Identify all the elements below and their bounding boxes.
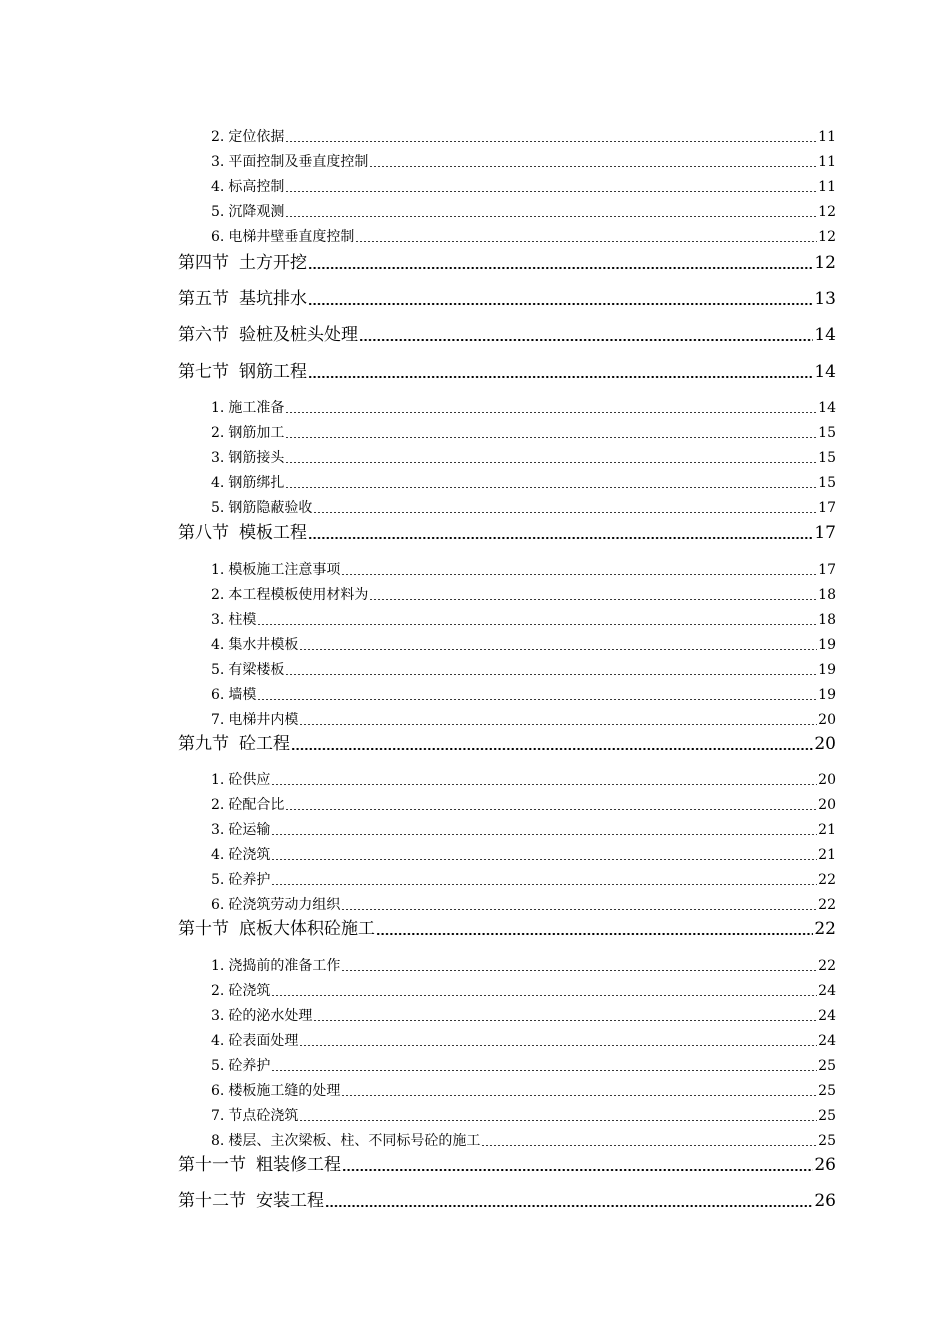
toc-entry-title	[211, 636, 298, 654]
toc-page-number: 25	[818, 1133, 836, 1149]
toc-entry-title	[178, 361, 307, 383]
toc-section-entry[interactable]	[178, 252, 836, 274]
toc-subsection-entry[interactable]	[211, 153, 836, 171]
toc-entry-title	[211, 153, 368, 171]
toc-entry-title	[178, 252, 307, 274]
dot-leader	[271, 1070, 817, 1071]
toc-page-number: 24	[818, 1033, 836, 1049]
toc-entry-text: 钢筋接头	[228, 450, 285, 466]
toc-entry-number: 4.	[211, 637, 225, 653]
toc-page-number: 22	[818, 872, 836, 888]
toc-entry-text: 沉降观测	[228, 204, 285, 220]
toc-entry-title	[211, 686, 256, 704]
toc-entry-number: 2.	[211, 797, 225, 813]
toc-subsection-entry[interactable]	[211, 561, 836, 579]
toc-entry-title	[211, 957, 340, 975]
toc-entry-title	[211, 474, 284, 492]
toc-entry-number: 4.	[211, 179, 225, 195]
toc-subsection-entry[interactable]	[211, 128, 836, 146]
toc-page-number: 14	[814, 325, 836, 345]
toc-entry-text: 底板大体积砼施工	[239, 919, 375, 939]
toc-page-number: 24	[818, 983, 836, 999]
toc-entry-title	[178, 1190, 324, 1212]
toc-entry-text: 模板工程	[239, 523, 307, 543]
toc-entry-title	[211, 1032, 298, 1050]
dot-leader	[299, 1120, 817, 1121]
toc-section-entry[interactable]	[178, 288, 836, 310]
toc-entry-title	[211, 711, 298, 729]
toc-page-number: 17	[814, 523, 836, 543]
toc-entry-title	[211, 1132, 480, 1150]
dot-leader	[481, 1145, 817, 1146]
toc-entry-text: 模板施工注意事项	[228, 562, 341, 578]
toc-section-entry[interactable]	[178, 733, 836, 755]
toc-subsection-entry[interactable]	[211, 686, 836, 704]
toc-page-number: 12	[818, 229, 836, 245]
toc-entry-text: 钢筋加工	[228, 425, 285, 441]
toc-subsection-entry[interactable]	[211, 1082, 836, 1100]
toc-entry-number: 3.	[211, 450, 225, 466]
toc-entry-text: 砼浇筑	[228, 847, 271, 863]
toc-subsection-entry[interactable]	[211, 228, 836, 246]
toc-page-number: 17	[818, 500, 836, 516]
toc-entry-text: 验桩及桩头处理	[239, 325, 358, 345]
toc-entry-title	[178, 324, 358, 346]
toc-page-number: 15	[818, 450, 836, 466]
toc-entry-title	[211, 561, 340, 579]
toc-subsection-entry[interactable]	[211, 178, 836, 196]
toc-entry-title	[211, 1082, 340, 1100]
toc-page-number: 11	[818, 179, 836, 195]
toc-subsection-entry[interactable]	[211, 611, 836, 629]
toc-entry-text: 钢筋工程	[239, 362, 307, 382]
dot-leader	[271, 884, 817, 885]
toc-page-number: 25	[818, 1108, 836, 1124]
toc-page-number: 20	[818, 772, 836, 788]
toc-entry-number: 4.	[211, 847, 225, 863]
toc-entry-number: 1.	[211, 562, 225, 578]
dot-leader	[271, 859, 817, 860]
toc-subsection-entry[interactable]	[211, 399, 836, 417]
dot-leader	[308, 537, 813, 539]
toc-entry-title	[178, 522, 307, 544]
toc-entry-text: 砼供应	[228, 772, 271, 788]
toc-page-number: 26	[814, 1155, 836, 1175]
toc-entry-number: 3.	[211, 822, 225, 838]
toc-subsection-entry[interactable]	[211, 771, 836, 789]
dot-leader	[285, 487, 817, 488]
toc-entry-number: 3.	[211, 154, 225, 170]
toc-subsection-entry[interactable]	[211, 474, 836, 492]
dot-leader	[299, 724, 817, 725]
toc-page-number: 20	[818, 797, 836, 813]
toc-entry-number: 第十一节	[178, 1155, 246, 1175]
toc-entry-text: 砼配合比	[228, 797, 285, 813]
dot-leader	[369, 166, 817, 167]
toc-section-entry[interactable]	[178, 361, 836, 383]
toc-entry-title	[211, 871, 270, 889]
toc-entry-number: 3.	[211, 1008, 225, 1024]
toc-page-number: 26	[814, 1191, 836, 1211]
dot-leader	[271, 784, 817, 785]
toc-page-number: 19	[818, 687, 836, 703]
toc-entry-text: 浇捣前的准备工作	[228, 958, 341, 974]
dot-leader	[285, 412, 817, 413]
toc-entry-title	[211, 846, 270, 864]
toc-entry-number: 5.	[211, 500, 225, 516]
dot-leader	[341, 1095, 817, 1096]
toc-subsection-entry[interactable]	[211, 661, 836, 679]
dot-leader	[376, 933, 813, 935]
toc-entry-title	[211, 499, 312, 517]
dot-leader	[271, 995, 817, 996]
toc-subsection-entry[interactable]	[211, 982, 836, 1000]
toc-entry-text: 楼板施工缝的处理	[228, 1083, 341, 1099]
toc-subsection-entry[interactable]	[211, 711, 836, 729]
toc-entry-text: 砼浇筑	[228, 983, 271, 999]
toc-entry-title	[211, 896, 340, 914]
toc-entry-text: 有梁楼板	[228, 662, 285, 678]
dot-leader	[257, 699, 817, 700]
toc-entry-text: 砼表面处理	[228, 1033, 299, 1049]
toc-page-number: 11	[818, 129, 836, 145]
dot-leader	[313, 512, 817, 513]
toc-entry-number: 2.	[211, 587, 225, 603]
toc-entry-text: 标高控制	[228, 179, 285, 195]
toc-page-number: 25	[818, 1058, 836, 1074]
toc-entry-number: 6.	[211, 687, 225, 703]
toc-page-number: 13	[814, 289, 836, 309]
toc-entry-title	[211, 399, 284, 417]
toc-page-number: 14	[818, 400, 836, 416]
toc-page-number: 19	[818, 662, 836, 678]
dot-leader	[308, 376, 813, 378]
toc-subsection-entry[interactable]	[211, 499, 836, 517]
toc-entry-number: 7.	[211, 1108, 225, 1124]
toc-subsection-entry[interactable]	[211, 957, 836, 975]
toc-entry-title	[211, 821, 270, 839]
toc-entry-text: 粗装修工程	[256, 1155, 341, 1175]
toc-entry-text: 砼运输	[228, 822, 271, 838]
toc-page-number: 18	[818, 587, 836, 603]
dot-leader	[342, 1169, 813, 1171]
toc-entry-number: 第四节	[178, 253, 229, 273]
toc-entry-text: 电梯井内模	[228, 712, 299, 728]
dot-leader	[285, 809, 817, 810]
dot-leader	[341, 909, 817, 910]
toc-section-entry[interactable]	[178, 918, 836, 940]
toc-entry-title	[178, 918, 375, 940]
toc-page-number: 15	[818, 475, 836, 491]
toc-entry-number: 1.	[211, 772, 225, 788]
toc-page-number: 18	[818, 612, 836, 628]
toc-entry-text: 电梯井壁垂直度控制	[228, 229, 355, 245]
toc-section-entry[interactable]	[178, 1190, 836, 1212]
toc-entry-number: 1.	[211, 958, 225, 974]
dot-leader	[285, 437, 817, 438]
dot-leader	[355, 241, 817, 242]
dot-leader	[369, 599, 817, 600]
dot-leader	[359, 339, 813, 341]
toc-entry-title	[211, 203, 284, 221]
toc-subsection-entry[interactable]	[211, 449, 836, 467]
toc-entry-text: 本工程模板使用材料为	[228, 587, 369, 603]
toc-entry-number: 2.	[211, 425, 225, 441]
toc-entry-text: 柱模	[228, 612, 257, 628]
toc-entry-title	[211, 1107, 298, 1125]
toc-entry-title	[211, 178, 284, 196]
toc-entry-number: 7.	[211, 712, 225, 728]
toc-page-number: 25	[818, 1083, 836, 1099]
toc-entry-text: 定位依据	[228, 129, 285, 145]
toc-entry-title	[211, 611, 256, 629]
dot-leader	[313, 1020, 817, 1021]
dot-leader	[285, 674, 817, 675]
toc-page-number: 15	[818, 425, 836, 441]
toc-entry-number: 6.	[211, 1083, 225, 1099]
toc-entry-number: 第六节	[178, 325, 229, 345]
toc-entry-text: 砼浇筑劳动力组织	[228, 897, 341, 913]
toc-entry-text: 土方开挖	[239, 253, 307, 273]
toc-entry-number: 3.	[211, 612, 225, 628]
toc-entry-number: 6.	[211, 897, 225, 913]
toc-entry-number: 2.	[211, 983, 225, 999]
toc-entry-number: 第七节	[178, 362, 229, 382]
toc-entry-number: 5.	[211, 204, 225, 220]
toc-entry-text: 集水井模板	[228, 637, 299, 653]
toc-page-number: 12	[814, 253, 836, 273]
toc-subsection-entry[interactable]	[211, 586, 836, 604]
toc-entry-number: 第五节	[178, 289, 229, 309]
toc-entry-number: 6.	[211, 229, 225, 245]
toc-entry-title	[211, 661, 284, 679]
toc-entry-text: 平面控制及垂直度控制	[228, 154, 369, 170]
dot-leader	[285, 462, 817, 463]
toc-entry-number: 第八节	[178, 523, 229, 543]
toc-subsection-entry[interactable]	[211, 1132, 836, 1150]
dot-leader	[291, 748, 813, 750]
toc-subsection-entry[interactable]	[211, 1057, 836, 1075]
toc-entry-number: 4.	[211, 475, 225, 491]
toc-entry-text: 砼养护	[228, 872, 271, 888]
toc-entry-number: 第十节	[178, 919, 229, 939]
toc-entry-text: 钢筋绑扎	[228, 475, 285, 491]
toc-entry-number: 第十二节	[178, 1191, 246, 1211]
toc-subsection-entry[interactable]	[211, 424, 836, 442]
toc-entry-number: 1.	[211, 400, 225, 416]
toc-subsection-entry[interactable]	[211, 796, 836, 814]
dot-leader	[308, 267, 813, 269]
toc-page-number: 22	[818, 897, 836, 913]
toc-entry-text: 砼工程	[239, 734, 290, 754]
toc-entry-text: 节点砼浇筑	[228, 1108, 299, 1124]
toc-entry-text: 钢筋隐蔽验收	[228, 500, 313, 516]
toc-subsection-entry[interactable]	[211, 896, 836, 914]
toc-entry-number: 2.	[211, 129, 225, 145]
dot-leader	[325, 1205, 813, 1207]
toc-entry-text: 楼层、主次梁板、柱、不同标号砼的施工	[228, 1133, 481, 1149]
toc-entry-number: 第九节	[178, 734, 229, 754]
toc-entry-text: 安装工程	[256, 1191, 324, 1211]
toc-subsection-entry[interactable]	[211, 1107, 836, 1125]
toc-entry-number: 4.	[211, 1033, 225, 1049]
toc-page-number: 22	[818, 958, 836, 974]
toc-subsection-entry[interactable]	[211, 1007, 836, 1025]
toc-entry-title	[211, 1007, 312, 1025]
toc-entry-title	[211, 449, 284, 467]
toc-entry-title	[211, 424, 284, 442]
dot-leader	[271, 834, 817, 835]
toc-entry-text: 基坑排水	[239, 289, 307, 309]
toc-page-number: 24	[818, 1008, 836, 1024]
dot-leader	[299, 649, 817, 650]
dot-leader	[285, 141, 817, 142]
toc-entry-text: 施工准备	[228, 400, 285, 416]
toc-page-number: 17	[818, 562, 836, 578]
toc-entry-title	[211, 228, 354, 246]
toc-entry-text: 砼养护	[228, 1058, 271, 1074]
toc-entry-title	[211, 1057, 270, 1075]
toc-entry-title	[211, 586, 368, 604]
toc-subsection-entry[interactable]	[211, 846, 836, 864]
toc-entry-title	[178, 1154, 341, 1176]
toc-page-number: 12	[818, 204, 836, 220]
toc-entry-number: 8.	[211, 1133, 225, 1149]
toc-section-entry[interactable]	[178, 1154, 836, 1176]
toc-entry-text: 砼的泌水处理	[228, 1008, 313, 1024]
toc-page-number: 20	[814, 734, 836, 754]
toc-page-number: 11	[818, 154, 836, 170]
toc-section-entry[interactable]	[178, 522, 836, 544]
dot-leader	[341, 970, 817, 971]
toc-entry-title	[211, 982, 270, 1000]
dot-leader	[308, 303, 813, 305]
toc-page-number: 21	[818, 847, 836, 863]
dot-leader	[257, 624, 817, 625]
toc-entry-number: 5.	[211, 872, 225, 888]
toc-page-number: 22	[814, 919, 836, 939]
dot-leader	[341, 574, 817, 575]
toc-page-number: 19	[818, 637, 836, 653]
toc-entry-number: 5.	[211, 1058, 225, 1074]
toc-section-entry[interactable]	[178, 324, 836, 346]
toc-page-number: 20	[818, 712, 836, 728]
dot-leader	[299, 1045, 817, 1046]
toc-entry-title	[211, 771, 270, 789]
toc-subsection-entry[interactable]	[211, 636, 836, 654]
toc-entry-title	[178, 288, 307, 310]
dot-leader	[285, 216, 817, 217]
toc-subsection-entry[interactable]	[211, 871, 836, 889]
toc-subsection-entry[interactable]	[211, 821, 836, 839]
toc-entry-text: 墙模	[228, 687, 257, 703]
toc-entry-title	[178, 733, 290, 755]
toc-page-number: 14	[814, 362, 836, 382]
dot-leader	[285, 191, 817, 192]
toc-subsection-entry[interactable]	[211, 1032, 836, 1050]
toc-subsection-entry[interactable]	[211, 203, 836, 221]
toc-entry-title	[211, 128, 284, 146]
toc-page-number: 21	[818, 822, 836, 838]
toc-entry-title	[211, 796, 284, 814]
toc-entry-number: 5.	[211, 662, 225, 678]
